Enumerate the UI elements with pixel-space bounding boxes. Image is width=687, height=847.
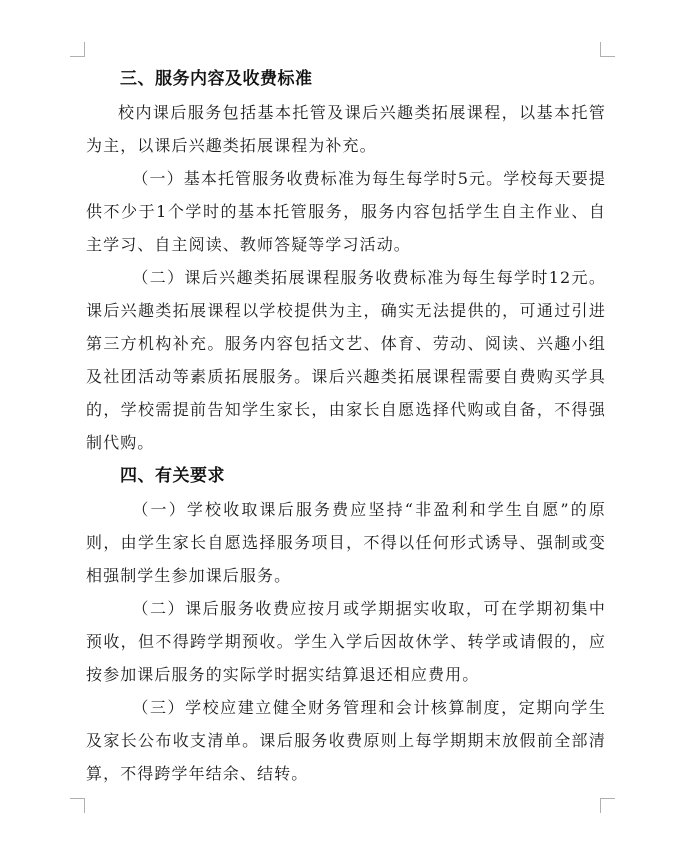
document-body bbox=[86, 62, 606, 790]
crop-mark-top-right bbox=[600, 42, 615, 57]
crop-mark-top-left bbox=[70, 42, 85, 57]
crop-mark-bottom-left bbox=[70, 798, 85, 813]
paragraph-requirement-collection: （二）课后服务收费应按月或学期据实收取，可在学期初集中预收，但不得跨学期预收。学生入学后因故休学、转学或请假的，应按参加课后服务的实际学时据实结算退还相应费用。 bbox=[86, 599, 606, 684]
paragraph-interest-course-fee: （二）课后兴趣类拓展课程服务收费标准为每生每学时12元。课后兴趣类拓展课程以学校提供为主，确实无法提供的，可通过引进第三方机构补充。服务内容包括文艺、体育、劳动、阅读、兴趣小组及社团活动等素质拓展服务。课后兴趣类拓展课程需要自费购买学具的，学校需提前告知学生家长，由家长自愿选择代购或自备，不得强制代购。 bbox=[86, 268, 606, 452]
paragraph-basic-care-fee: （一）基本托管服务收费标准为每生每学时5元。学校每天要提供不少于1个学时的基本托管服务，服务内容包括学生自主作业、自主学习、自主阅读、教师答疑等学习活动。 bbox=[86, 169, 606, 254]
paragraph-requirement-accounting: （三）学校应建立健全财务管理和会计核算制度，定期向学生及家长公布收支清单。课后服务收费原则上每学期期末放假前全部清算，不得跨学年结余、结转。 bbox=[86, 698, 606, 783]
paragraph-requirement-voluntary: （一）学校收取课后服务费应坚持“非盈利和学生自愿”的原则，由学生家长自愿选择服务项目，不得以任何形式诱导、强制或变相强制学生参加课后服务。 bbox=[86, 500, 606, 585]
section-heading-requirements: 四、有关要求 bbox=[120, 466, 225, 486]
section-heading-service-content-fees: 三、服务内容及收费标准 bbox=[120, 69, 313, 89]
crop-mark-bottom-right bbox=[600, 798, 615, 813]
paragraph-service-scope: 校内课后服务包括基本托管及课后兴趣类拓展课程，以基本托管为主，以课后兴趣类拓展课程为补充。 bbox=[86, 103, 606, 155]
